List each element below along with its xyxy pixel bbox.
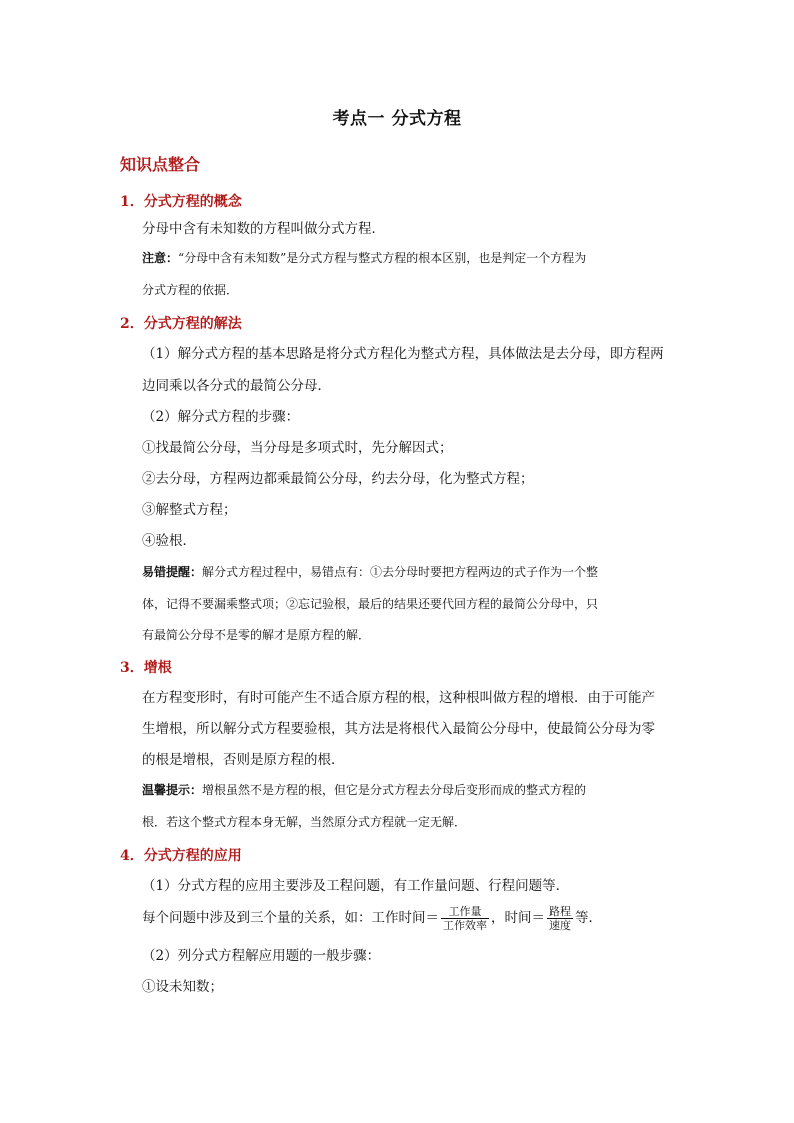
application-step-1: ①设未知数； <box>142 979 223 995</box>
formula-middle: ，时间＝ <box>491 910 545 926</box>
heading-extraneous-root: 3．增根 <box>120 660 172 676</box>
tip-label: 温馨提示： <box>142 783 203 797</box>
tip-line-1 <box>142 781 586 799</box>
work-time-fraction <box>441 905 489 932</box>
warning-label: 易错提醒： <box>142 565 203 579</box>
application-intro: （1）分式方程的应用主要涉及工程问题，有工作量问题、行程问题等． <box>142 878 570 894</box>
solving-idea-line-2: 边同乘以各分式的最简公分母． <box>142 378 331 394</box>
warning-text-1: 解分式方程过程中，易错点有：①去分母时要把方程两边的式子作为一个整 <box>202 565 599 579</box>
time-fraction <box>547 905 573 932</box>
solving-step-4: ④验根． <box>142 533 196 549</box>
note-label: 注意： <box>142 251 179 265</box>
fraction-denominator: 速度 <box>549 919 571 932</box>
fraction-denominator: 工作效率 <box>443 919 487 932</box>
extraneous-line-3: 的根是增根，否则是原方程的根． <box>142 752 345 768</box>
formula-prefix: 每个问题中涉及到三个量的关系，如：工作时间＝ <box>142 910 439 926</box>
application-formula-line <box>142 905 602 932</box>
tip-line-2: 根．若这个整式方程本身无解，当然原分式方程就一定无解． <box>142 815 467 829</box>
extraneous-line-2: 生增根，所以解分式方程要验根，其方法是将根代入最简公分母中，使最简公分母为零 <box>142 721 655 737</box>
heading-concept: 1．分式方程的概念 <box>120 194 242 210</box>
heading-application: 4．分式方程的应用 <box>120 848 242 864</box>
solving-idea-line-1: （1）解分式方程的基本思路是将分式方程化为整式方程，具体做法是去分母，即方程两 <box>142 346 664 362</box>
application-steps-intro: （2）列分式方程解应用题的一般步骤： <box>142 948 381 964</box>
extraneous-line-1: 在方程变形时，有时可能产生不适合原方程的根，这种根叫做方程的增根．由于可能产 <box>142 690 655 706</box>
solving-step-3: ③解整式方程； <box>142 502 237 518</box>
tip-text-1: 增根虽然不是方程的根，但它是分式方程去分母后变形而成的整式方程的 <box>202 783 587 797</box>
page-title: 考点一 分式方程 <box>332 109 462 129</box>
fraction-numerator: 路程 <box>549 905 571 918</box>
solving-step-2: ②去分母，方程两边都乘最简公分母，约去分母，化为整式方程； <box>142 471 534 487</box>
heading-solving: 2．分式方程的解法 <box>120 316 242 332</box>
solving-step-1: ①找最简公分母，当分母是多项式时，先分解因式； <box>142 440 453 456</box>
solving-steps-intro: （2）解分式方程的步骤： <box>142 409 300 425</box>
concept-note-line-1 <box>142 249 586 267</box>
concept-definition: 分母中含有未知数的方程叫做分式方程． <box>142 221 385 237</box>
warning-line-3: 有最简公分母不是零的解才是原方程的解． <box>142 628 371 642</box>
formula-suffix: 等． <box>575 910 602 926</box>
concept-note-line-2: 分式方程的依据． <box>142 283 239 297</box>
warning-line-1 <box>142 563 598 581</box>
section-heading: 知识点整合 <box>120 155 201 174</box>
fraction-numerator: 工作量 <box>441 905 489 919</box>
note-text-1: “分母中含有未知数”是分式方程与整式方程的根本区别，也是判定一个方程为 <box>178 251 587 265</box>
warning-line-2: 体，记得不要漏乘整式项；②忘记验根，最后的结果还要代回方程的最简公分母中，只 <box>142 597 599 611</box>
